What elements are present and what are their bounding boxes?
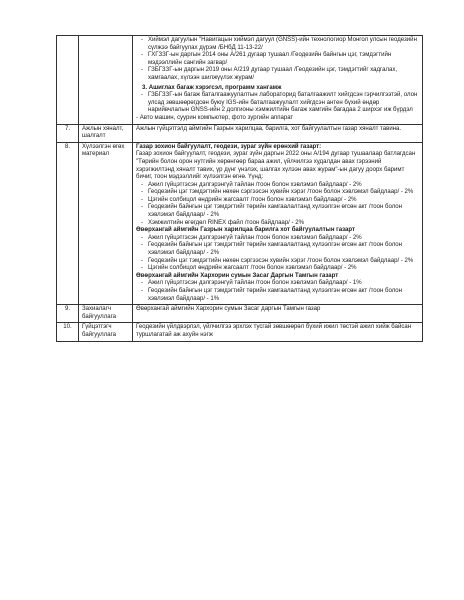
deliverables-list-a: [136, 182, 419, 228]
list-item: - Геодезийн байнгын цэг тэмдэгтийг төрийн хамгаалалтанд хүлээлгэн өгсөн акт /тоон болон хэвлэмэл байдлаар/ - 2%: [148, 242, 419, 257]
row-number: 9.: [57, 305, 79, 323]
list-item: - ГХГЗЗГ-ын даргын 2014 оны А/261 дугаар тушаал /Геодезийн байнгын цэг, тэмдэгтийн мэдээллийн сангийн загвар/: [148, 52, 419, 67]
row-content: Геодезийн үйлдвэрлэл, үйлчилгээ эрхлэх тусгай зөвшөөрөл бүхий ижил төстэй ажил хийж байсан туршлагатай аж ахуйн нэгж: [133, 323, 423, 341]
row-number: 8.: [57, 142, 79, 304]
row-number-cell: [57, 36, 79, 125]
row-number: 7.: [57, 124, 79, 142]
table-row-9: [57, 305, 423, 323]
deliverables-list-b: [136, 235, 419, 273]
equipment-list: [136, 92, 419, 115]
row-content-cell: [133, 36, 423, 125]
row-content: Өвөрхангай аймгийн Хархорин сумын Засаг даргын Тамгын газар: [133, 305, 423, 323]
table-row-8: [57, 142, 423, 304]
list-item: - ГЗБГЗЗГ-ын багаж баталгаажуулалтын лабораторид баталгаажилт хийгдсэн гэрчилгээтэй, олон улсад зөвшөөрөгдсөн буюу IGS-ийн баталгаажуулалт хийгдсэн антен бүхий өндөр нарийвчлалын GNSS-ийн 2 долгионы хэмжилтийн багаж хамгийн багадаа 2 ширхэг иж бүрдэл: [148, 92, 419, 115]
list-item: - Ажил гүйцэтгэсэн дэлгэрэнгүй тайлан /тоон болон хэвлэмэл байдлаар/ - 1%: [148, 280, 419, 288]
list-item: - Геодезийн цэг тэмдэгтийн нөхөн сэргээсэн хувийн хэрэг /тоон болон хэвлэмэл байдлаар/ - 2%: [148, 258, 419, 266]
terms-table: [56, 35, 423, 342]
list-item: - Цэгийн солбицол өндрийн жагсаалт /тоон болон хэвлэмэл байдлаар/ - 2%: [148, 197, 419, 205]
row-number: 10.: [57, 323, 79, 341]
deliverables-intro: Газар зохион байгуулалт, геодези, зураг зүйн даргын 2022 оны А/194 дугаар тушаалаар батлагдсан "Төрийн болон орон нутгийн хөрөнгөөр бараа ажил, үйлчилгээ худалдан авах гэрээний хэрэгжилтэнд хяналт тавих, үр дүнг үнэлэх, шалгах хүлээн авах журам"-ын дагуу доорх баримт бичиг, тоон мэдээллийг хүлээлгэн өгнө. Үүнд:: [136, 151, 416, 181]
row-label: Гүйцэтгэгч байгууллага: [79, 323, 133, 341]
row-label: Захиалагч байгууллага: [79, 305, 133, 323]
table-row-10: [57, 323, 423, 341]
row-content: [133, 142, 423, 304]
row-label: Ажлын хяналт, шалгалт: [79, 124, 133, 142]
table-row-7: [57, 124, 423, 142]
standards-list: [136, 37, 419, 83]
list-item: - ГЗБГЗЗГ-ын даргын 2019 оны А/219 дугаар тушаал /Геодезийн цэг, тэмдэгтийг хадгалах, хамгаалах, хүлээн шилжүүлэх журам/: [148, 67, 419, 82]
list-item: - Ажил гүйцэтгэсэн дэлгэрэнгүй тайлан /тоон болон хэвлэмэл байдлаар/ - 2%: [148, 235, 419, 243]
table-row-continued: [57, 36, 423, 125]
row-content: Ажлын гүйцэтгэлд аймгийн Газрын харилцаа, барилга, хот байгуулалтын газар хяналт тавина.: [133, 124, 423, 142]
list-item: - Ажил гүйцэтгэсэн дэлгэрэнгүй тайлан /тоон болон хэвлэмэл байдлаар/ - 2%: [148, 182, 419, 190]
section-heading: 3. Ашиглах багаж хэрэгсэл, программ хангамж: [142, 84, 282, 91]
list-item: - Хиймэл дагуулын "Навигацын хиймэл дагуул (GNSS)-ийн технологиор Монгол улсын геодезийн сүлжээ байгуулах дүрэм /БНбД 11-13-22/: [148, 37, 419, 52]
list-item: - Хэмжилтийн өгөгдөл RINEX файл /тоон байдлаар/ - 2%: [148, 220, 419, 228]
deliverables-heading-3: Өвөрхангай аймгийн Хархорин сумын Засаг Даргын Тамгын газарт: [136, 272, 339, 279]
list-item: - Геодезийн байнгын цэг тэмдэгтийг төрийн хамгаалалтанд хүлээлгэн өгсөн акт /тоон болон хэвлэмэл байдлаар/ - 1%: [148, 288, 419, 303]
row-label-cell: [79, 36, 133, 125]
deliverables-heading-2: Өвөрхангай аймгийн Газрын харилцаа барилга хот байгуулалтын газарт: [136, 227, 355, 234]
deliverables-list-c: [136, 280, 419, 303]
deliverables-heading-1: Газар зохион байгуулалт, геодези, зураг зүйн ерөнхий газарт:: [136, 143, 322, 150]
row-label: Хүлээлгэн өгөх материал: [79, 142, 133, 304]
equipment-line: - Авто машин, суурин компьютер, фото зургийн аппарат: [136, 114, 294, 121]
list-item: - Геодезийн байнгын цэг тэмдэгтийг төрийн хамгаалалтанд хүлээлгэн өгсөн акт /тоон болон хэвлэмэл байдлаар/ - 2%: [148, 204, 419, 219]
list-item: - Цэгийн солбицол өндрийн жагсаалт /тоон болон хэвлэмэл байдлаар/ - 2%: [148, 265, 419, 273]
list-item: - Геодезийн цэг тэмдэгтийн нөхөн сэргээсэн хувийн хэрэг /тоон болон хэвлэмэл байдлаар/ - 2%: [148, 189, 419, 197]
